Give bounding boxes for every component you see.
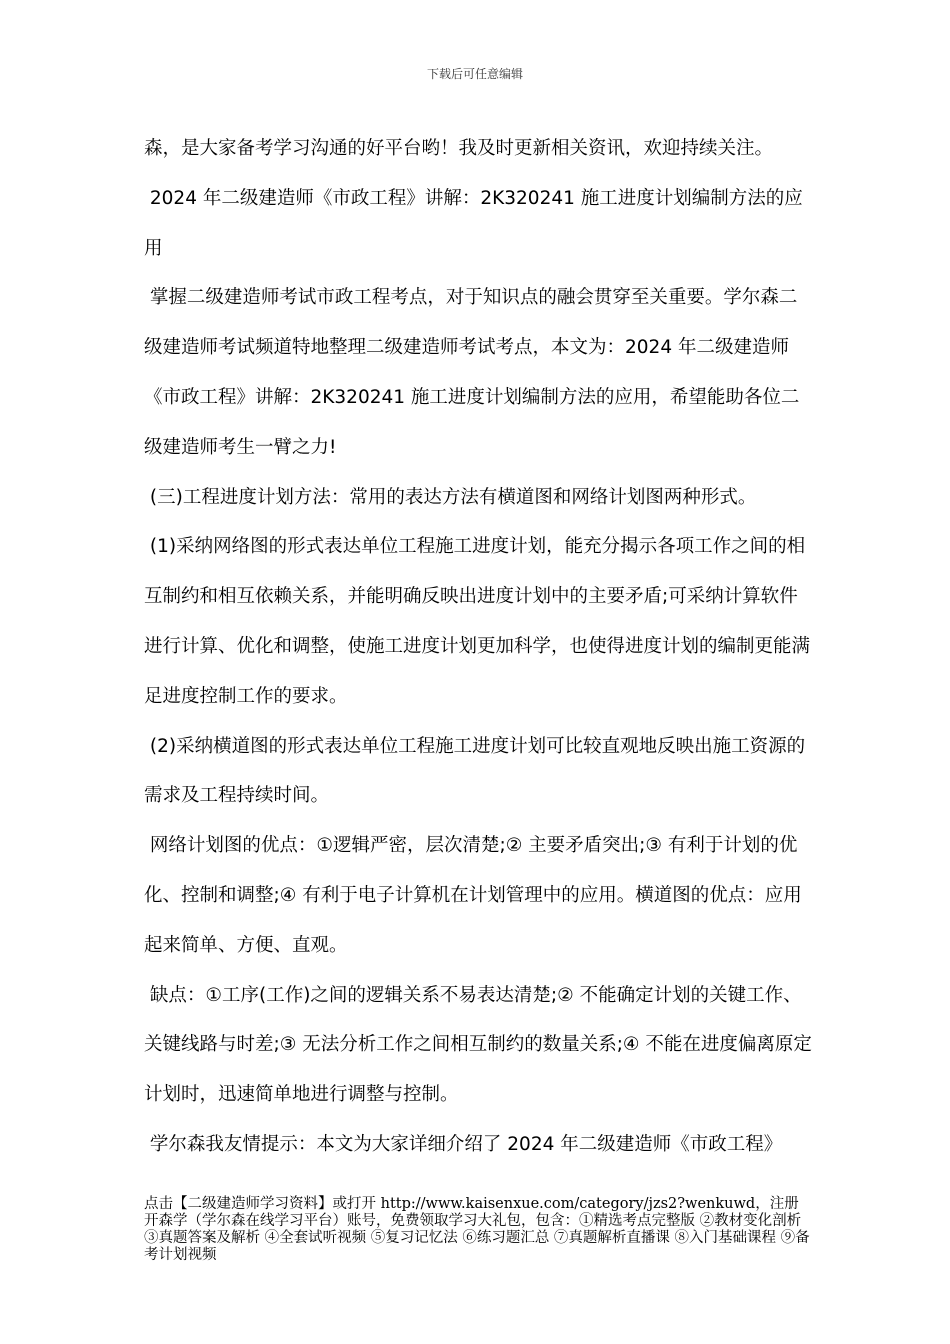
document-body	[144, 124, 812, 1170]
paragraph-closing: 学尔森我友情提示：本文为大家详细介绍了 2024 年二级建造师《市政工程》	[144, 1133, 783, 1155]
paragraph-intro-continuation: 森，是大家备考学习沟通的好平台哟！我及时更新相关资讯，欢迎持续关注。	[144, 138, 774, 159]
paragraph-intro: 掌握二级建造师考试市政工程考点，对于知识点的融会贯穿至关重要。学尔森二级建造师考试频道特地整理二级建造师考试考点，本文为：2024 年二级建造师《市政工程》讲解：2K320241 施工进度计划编制方法的应用，希望能助各位二级建造师考生一臂之力!	[144, 287, 800, 458]
paragraph-methods: (三)工程进度计划方法：常用的表达方法有横道图和网络计划图两种形式。	[144, 486, 757, 508]
article-title: 2024 年二级建造师《市政工程》讲解：2K320241 施工进度计划编制方法的应用	[144, 187, 803, 259]
paragraph-disadvantages: 缺点：①工序(工作)之间的逻辑关系不易表达清楚;② 不能确定计划的关键工作、关键线路与时差;③ 无法分析工作之间相互制约的数量关系;④ 不能在进度偏离原定计划时，迅速简单地进行调整与控制。	[144, 984, 812, 1106]
paragraph-gantt-chart: (2)采纳横道图的形式表达单位工程施工进度计划可比较直观地反映出施工资源的需求及工程持续时间。	[144, 735, 806, 807]
page-header: 下载后可任意编辑	[426, 67, 523, 81]
paragraph-network-diagram: (1)采纳网络图的形式表达单位工程施工进度计划，能充分揭示各项工作之间的相互制约和相互依赖关系，并能明确反映出进度计划中的主要矛盾;可采纳计算软件进行计算、优化和调整，使施工进度计划更加科学，也使得进度计划的编制更能满足进度控制工作的要求。	[144, 536, 811, 707]
footer-promo: 点击【二级建造师学习资料】或打开 http://www.kaisenxue.com/category/jzs2?wenkuwd，注册开森学（学尔森在线学习平台）账号，免费领取学习大礼包，包含：①精选考点完整版 ②教材变化剖析 ③真题答案及解析 ④全套试听视频 ⑤复习记忆法 ⑥练习题汇总 ⑦真题解析直播课 ⑧入门基础课程 ⑨备考计划视频	[144, 1196, 810, 1263]
paragraph-advantages: 网络计划图的优点：①逻辑严密，层次清楚;② 主要矛盾突出;③ 有利于计划的优化、控制和调整;④ 有利于电子计算机在计划管理中的应用。横道图的优点：应用起来简单、方便、直观。	[144, 835, 802, 956]
